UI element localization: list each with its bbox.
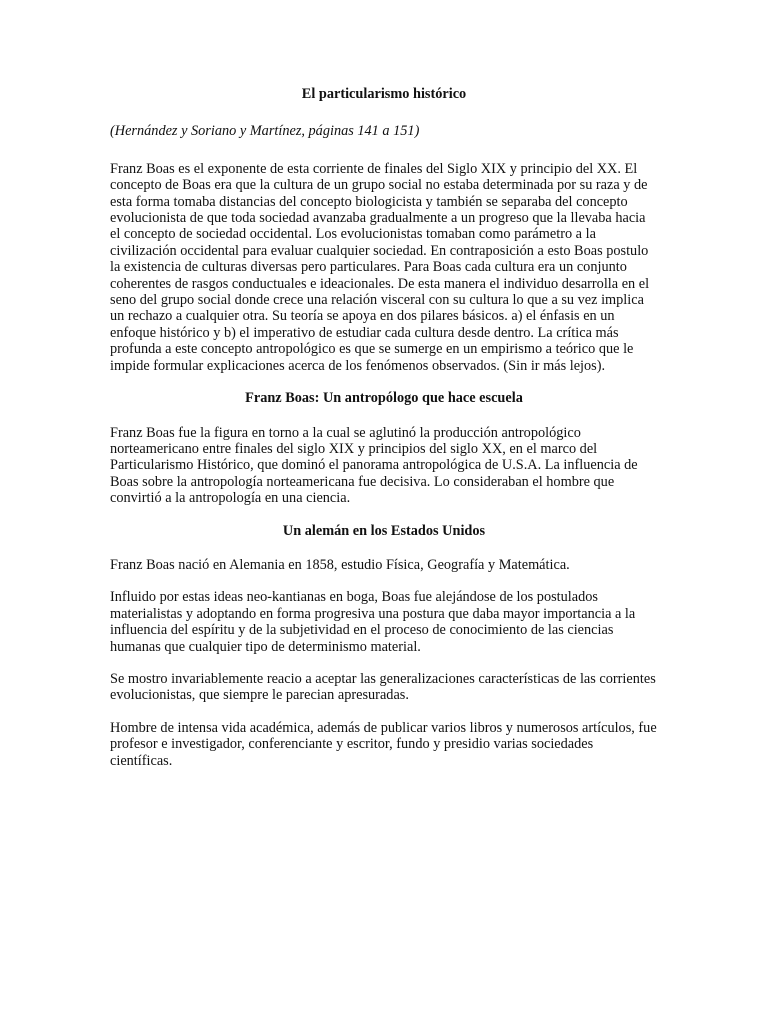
paragraph-boas-school: Franz Boas fue la figura en torno a la cual se aglutinó la producción antropológico norteamericano entre finales del siglo XIX y principios del siglo XX, en el marco del Particularismo Histórico, que dominó el panorama antropológica de U.S.A. La influencia de Boas sobre la antropología norteamericana fue decisiva. Lo consideraban el hombre que convirtió a la antropología en una ciencia. [110,424,638,507]
document-page [110,86,658,769]
section-heading-aleman-eeuu: Un alemán en los Estados Unidos [282,522,486,539]
intro-paragraph: Franz Boas es el exponente de esta corriente de finales del Siglo XIX y principio del XX. El concepto de Boas era que la cultura de un grupo social no estaba determinada por su raza y de esta forma tomaba distancias del concepto biologicista y también se separaba del concepto evolucionista de que toda sociedad avanzaba gradualmente a un progreso que la llevaba hacia el concepto de sociedad occidental. Los evolucionistas tomaban como parámetro a la civilización occidental para evaluar cualquier sociedad. En contraposición a esto Boas postulo la existencia de culturas diversas pero particulares. Para Boas cada cultura era un conjunto coherentes de rasgos conductuales e ideacionales. De esta manera el individuo desarrolla en el seno del grupo social donde crece una relación visceral con su cultura lo que a su vez implica un rechazo a cualquier otra. Su teoría se apoya en dos pilares básicos. a) el énfasis en un enfoque histórico y b) el imperativo de estudiar cada cultura desde dentro. La crítica más profunda a este concepto antropológico es que se sumerge en un empirismo a teórico que le impide formular explicaciones acerca de los fenómenos observados. (Sin ir más lejos). [110,160,650,374]
paragraph-neo-kantian: Influido por estas ideas neo-kantianas en boga, Boas fue alejándose de los postulados materialistas y adoptando en forma progresiva una postura que daba mayor importancia a la influencia del espíritu y de la subjetividad en el proceso de conocimiento de las ciencias humanas que cualquier tipo de determinismo material. [110,589,636,655]
document-title: El particularismo histórico [301,86,467,102]
paragraph-academic-life: Hombre de intensa vida académica, además de publicar varios libros y numerosos artículos, fue profesor e investigador, conferenciante y escritor, fundo y presidio varias sociedades científicas. [110,719,657,769]
paragraph-evolutionists: Se mostro invariablemente reacio a aceptar las generalizaciones características de las corrientes evolucionistas, que siempre le parecian apresuradas. [110,670,656,704]
citation: (Hernández y Soriano y Martínez, páginas 141 a 151) [110,123,420,140]
paragraph-birth: Franz Boas nació en Alemania en 1858, estudio Física, Geografía y Matemática. [110,556,570,573]
section-heading-boas-school: Franz Boas: Un antropólogo que hace escuela [245,390,523,407]
